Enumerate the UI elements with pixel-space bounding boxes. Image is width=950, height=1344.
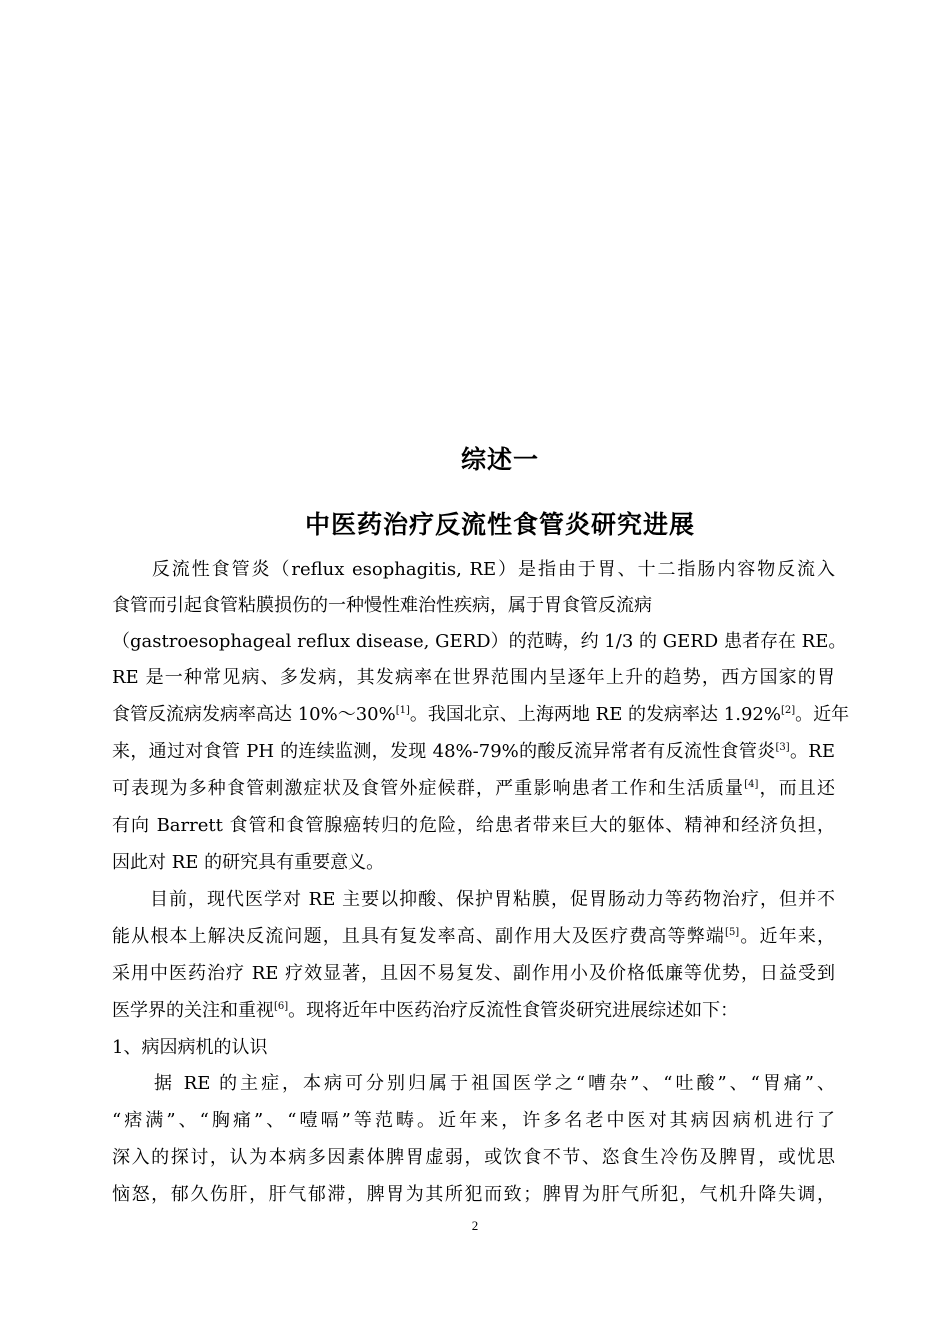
body-text-line: 据 RE 的主症，本病可分别归属于祖国医学之“嘈杂”、“吐酸”、“胃痛”、 [112,1073,835,1094]
body-text-line [112,999,835,1023]
body-text-line: 目前，现代医学对 RE 主要以抑酸、保护胃粘膜，促胃肠动力等药物治疗，但并不 [112,889,835,910]
citation-ref: [2] [780,705,796,716]
body-text-line: 采用中医药治疗 RE 疗效显著，且因不易复发、副作用小及价格低廉等优势，日益受到 [112,963,835,984]
text-run: 。我国北京、上海两地 RE 的发病率达 1.92% [409,704,781,725]
section-heading: 综述一 [460,445,539,474]
citation-ref: [3] [775,742,790,753]
text-run: 。近年 [795,704,850,725]
text-run: 医学界的关注和重视 [112,1000,274,1021]
citation-ref: [5] [725,927,740,938]
page-number: 2 [471,1218,479,1233]
body-text-line: 有向 Barrett 食管和食管腺癌转归的危险，给患者带来巨大的躯体、精神和经济负担， [112,815,835,836]
article-title: 中医药治疗反流性食管炎研究进展 [304,510,695,539]
text-run: ，而且还 [758,778,836,799]
citation-ref: [4] [744,779,759,790]
section-1-heading: 1、病因病机的认识 [112,1037,268,1058]
text-run: 食管反流病发病率高达 10%～30% [112,704,396,725]
body-text-line: （gastroesophageal reflux disease, GERD）的范畴，约 1/3 的 GERD 患者存在 RE。 [112,631,847,652]
body-text-line: 深入的探讨，认为本病多因素体脾胃虚弱，或饮食不节、恣食生冷伤及脾胃，或忧思 [112,1147,835,1168]
citation-ref: [6] [274,1001,289,1012]
body-text-line: 因此对 RE 的研究具有重要意义。 [112,852,385,873]
text-run: 。RE [789,741,835,762]
citation-ref: [1] [395,705,410,716]
body-text-line [112,925,835,949]
body-text-line [112,777,835,801]
text-run: 。现将近年中医药治疗反流性食管炎研究进展综述如下： [288,1000,739,1021]
body-text-line [112,703,850,727]
text-run: 可表现为多种食管刺激症状及食管外症候群，严重影响患者工作和生活质量 [112,778,745,799]
body-text-line: 反流性食管炎（reflux esophagitis, RE）是指由于胃、十二指肠内容物反流入 [112,559,835,580]
body-text-line [112,740,835,764]
body-text-line: RE 是一种常见病、多发病，其发病率在世界范围内呈逐年上升的趋势，西方国家的胃 [112,667,835,688]
text-run: 来，通过对食管 PH 的连续监测，发现 48%-79%的酸反流异常者有反流性食管炎 [112,741,776,762]
text-run: 能从根本上解决反流问题，且具有复发率高、副作用大及医疗费高等弊端 [112,926,726,947]
body-text-line: 食管而引起食管粘膜损伤的一种慢性难治性疾病，属于胃食管反流病 [112,595,652,616]
text-run: 。近年来， [739,926,836,947]
body-text-line: 恼怒，郁久伤肝，肝气郁滞，脾胃为其所犯而致；脾胃为肝气所犯，气机升降失调， [112,1184,835,1205]
body-text-line: “痞满”、“胸痛”、“噎嗝”等范畴。近年来，许多名老中医对其病因病机进行了 [112,1110,835,1131]
